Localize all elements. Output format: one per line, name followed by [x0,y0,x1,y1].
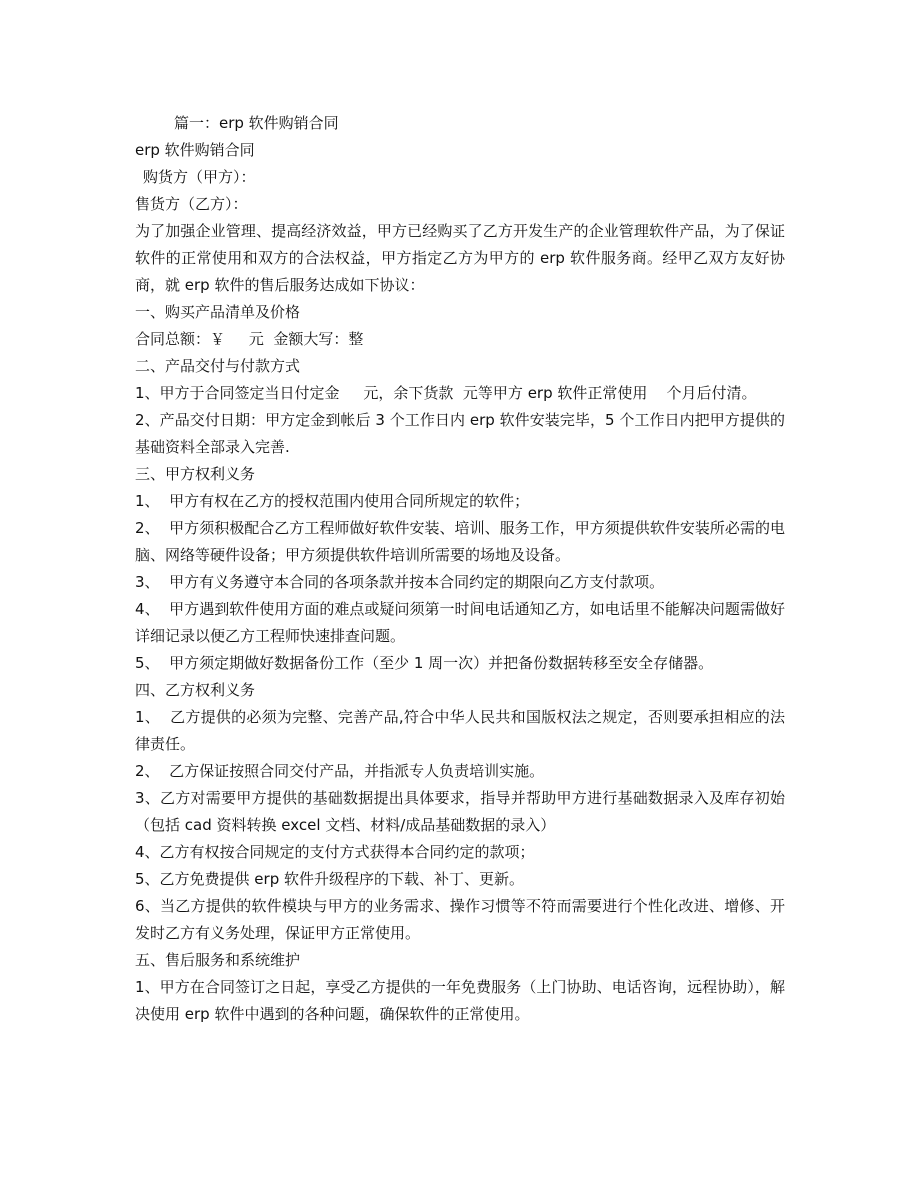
section2-item: 2、产品交付日期：甲方定金到帐后 3 个工作日内 erp 软件安装完毕，5 个工作日内把甲方提供的基础资料全部录入完善. [135,411,785,456]
section3-item: 1、 甲方有权在乙方的授权范围内使用合同所规定的软件； [135,492,530,510]
section3-item: 3、 甲方有义务遵守本合同的各项条款并按本合同约定的期限向乙方支付款项。 [135,573,665,591]
contract-body [135,110,785,1028]
section4-heading: 四、乙方权利义务 [135,681,256,699]
section5-heading: 五、售后服务和系统维护 [135,951,301,969]
section1-heading: 一、购买产品清单及价格 [135,303,301,321]
section3-item: 4、 甲方遇到软件使用方面的难点或疑问须第一时间电话通知乙方，如电话里不能解决问题需做好详细记录以便乙方工程师快速排查问题。 [135,600,785,645]
section3-item: 2、 甲方须积极配合乙方工程师做好软件安装、培训、服务工作，甲方须提供软件安装所必需的电脑、网络等硬件设备；甲方须提供软件培训所需要的场地及设备。 [135,519,785,564]
intro-paragraph: 为了加强企业管理、提高经济效益，甲方已经购买了乙方开发生产的企业管理软件产品，为了保证软件的正常使用和双方的合法权益，甲方指定乙方为甲方的 erp 软件服务商。经甲乙双方友好协商，就 erp 软件的售后服务达成如下协议： [135,222,785,294]
section4-item: 5、乙方免费提供 erp 软件升级程序的下载、补丁、更新。 [135,870,524,888]
section4-item: 6、当乙方提供的软件模块与甲方的业务需求、操作习惯等不符而需要进行个性化改进、增修、开发时乙方有义务处理，保证甲方正常使用。 [135,897,785,942]
section4-item: 3、乙方对需要甲方提供的基础数据提出具体要求，指导并帮助甲方进行基础数据录入及库存初始（包括 cad 资料转换 excel 文档、材料/成品基础数据的录入） [135,789,785,834]
section4-item: 4、乙方有权按合同规定的支付方式获得本合同约定的款项； [135,843,535,861]
buyer-line: 购货方（甲方）： [143,168,256,186]
document-title: 篇一：erp 软件购销合同 [174,114,339,132]
seller-line: 售货方（乙方）： [135,195,248,213]
section3-heading: 三、甲方权利义务 [135,465,256,483]
contract-subtitle: erp 软件购销合同 [135,141,255,159]
section4-item: 2、 乙方保证按照合同交付产品，并指派专人负责培训实施。 [135,762,545,780]
section5-item: 1、甲方在合同签订之日起，享受乙方提供的一年免费服务（上门协助、电话咨询，远程协助），解决使用 erp 软件中遇到的各种问题，确保软件的正常使用。 [135,978,785,1023]
section3-item: 5、 甲方须定期做好数据备份工作（至少 1 周一次）并把备份数据转移至安全存储器。 [135,654,714,672]
section2-item: 1、甲方于合同签定当日付定金 元，余下货款 元等甲方 erp 软件正常使用 个月后付清。 [135,384,757,402]
section2-heading: 二、产品交付与付款方式 [135,357,301,375]
contract-total-line: 合同总额：￥ 元 金额大写：整 [135,330,364,348]
section4-item: 1、 乙方提供的必须为完整、完善产品,符合中华人民共和国版权法之规定，否则要承担相应的法律责任。 [135,708,785,753]
